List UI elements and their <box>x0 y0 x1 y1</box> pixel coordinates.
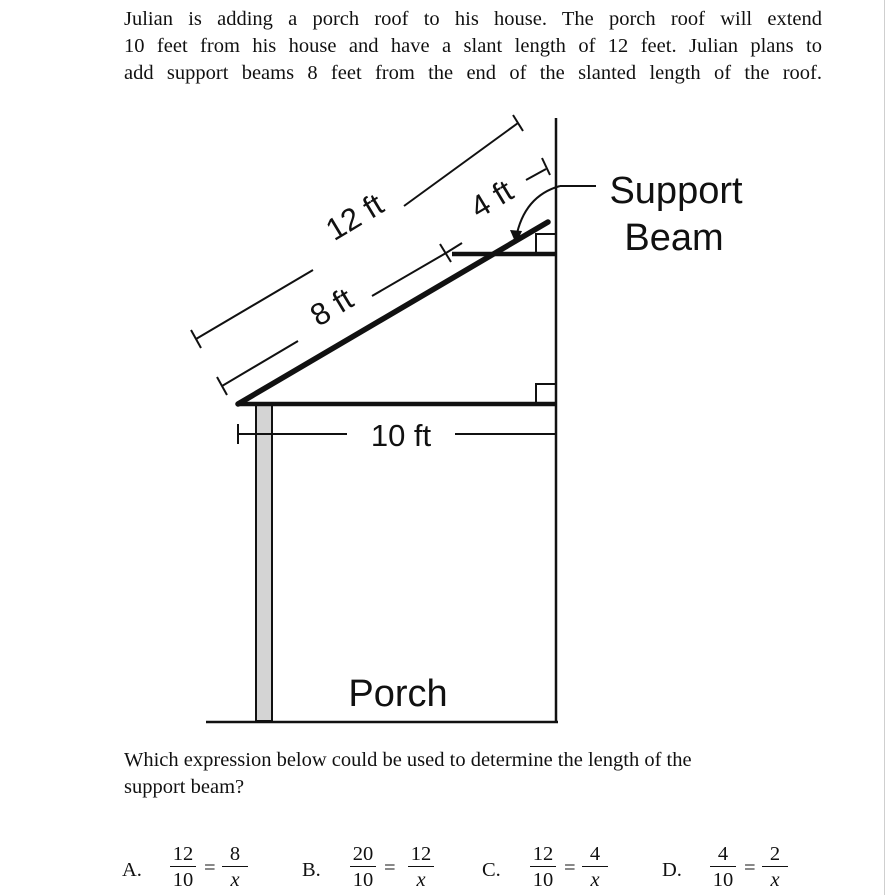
choice-letter: A. <box>122 859 142 881</box>
equals-sign: = <box>744 857 756 879</box>
label-porch: Porch <box>348 673 448 715</box>
question-line: 10 feet from his house and have a slant length of 12 feet. Julian plans to <box>124 35 822 57</box>
prompt-line: support beam? <box>124 776 245 798</box>
label-10ft: 10 ft <box>370 418 432 453</box>
equals-sign: = <box>384 857 396 879</box>
choice-letter: B. <box>302 859 321 881</box>
right-fraction: 2 x <box>758 842 792 891</box>
right-fraction: 4 x <box>578 842 612 891</box>
label-8ft: 8 ft <box>304 280 360 334</box>
label-support: Support <box>609 170 743 212</box>
prompt-text <box>124 747 804 801</box>
choice-letter: C. <box>482 859 501 881</box>
prompt-line: Which expression below could be used to determine the length of the <box>124 749 692 771</box>
label-beam: Beam <box>624 217 724 259</box>
left-fraction: 20 10 <box>346 842 380 891</box>
question-line: Julian is adding a porch roof to his house. The porch roof will extend <box>124 8 822 30</box>
porch-post <box>256 405 272 721</box>
right-angle-marker-beam <box>536 234 556 254</box>
question-line: add support beams 8 feet from the end of the slanted length of the roof. <box>124 62 822 84</box>
roof-slant <box>238 222 548 404</box>
label-4ft: 4 ft <box>464 172 520 226</box>
left-fraction: 12 10 <box>526 842 560 891</box>
equals-sign: = <box>564 857 576 879</box>
choice-letter: D. <box>662 859 682 881</box>
equals-sign: = <box>204 857 216 879</box>
label-12ft: 12 ft <box>319 186 390 248</box>
right-fraction: 12 x <box>404 842 438 891</box>
left-fraction: 12 10 <box>166 842 200 891</box>
right-fraction: 8 x <box>218 842 252 891</box>
right-angle-marker-base <box>536 384 556 404</box>
left-fraction: 4 10 <box>706 842 740 891</box>
